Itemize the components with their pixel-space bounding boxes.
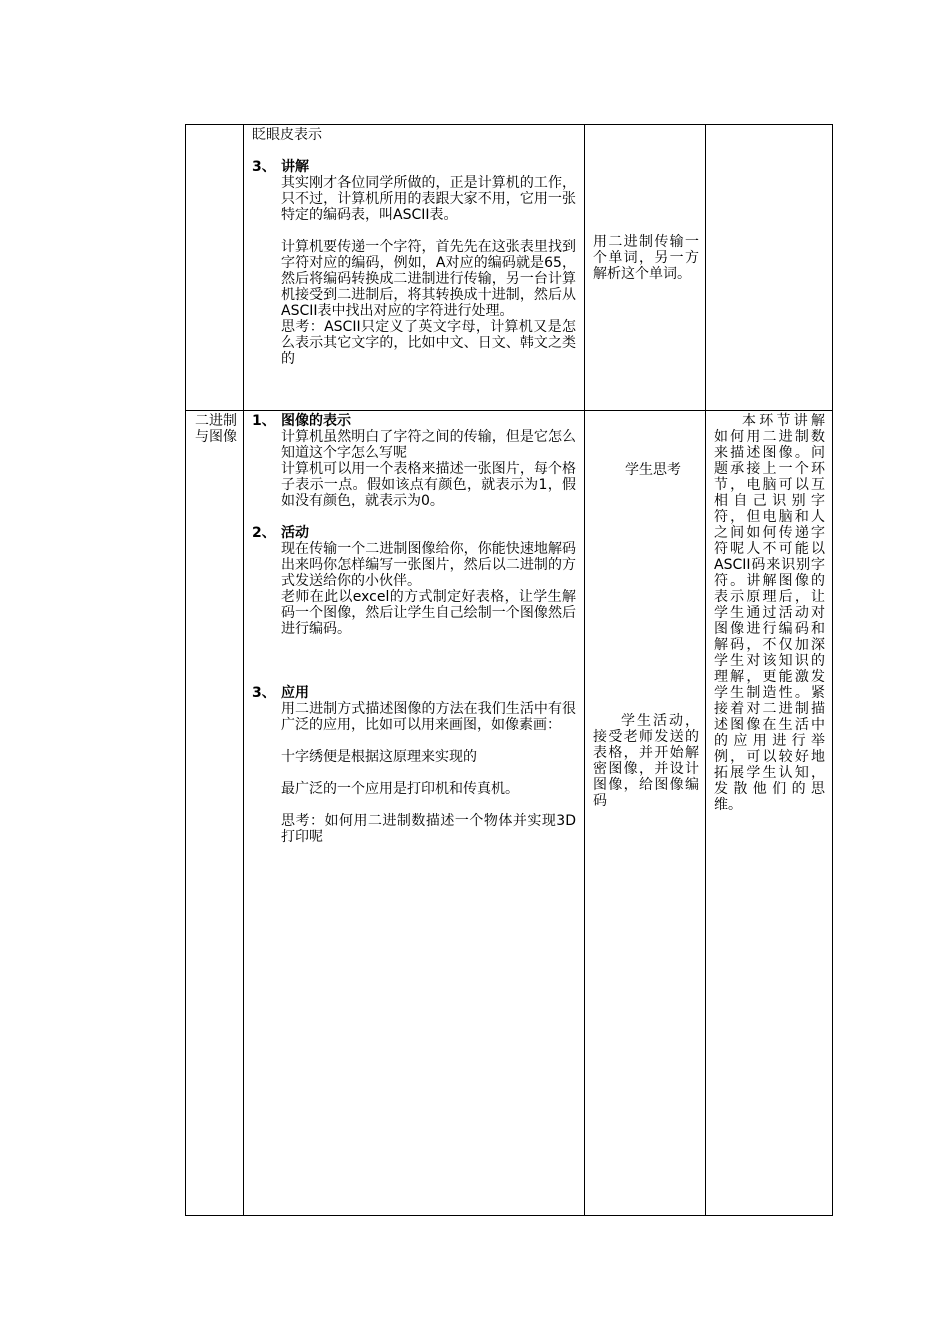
row2-design-intent: 本环节讲解如何用二进制数来描述图像。问题承接上一个环节，电脑可以互相自己识别字符，但电脑和人之间如何传递字符呢人不可能以ASCII码来识别字符。讲解图像的表示原理后，让学生通过活动对图像进行编码和解码，不仅加深学生对该知识的理解，更能激发学生制造性。紧接着对二进制描述图像在生活中的应用进行举例，可以较好地拓展学生认知，发散他们的思维。 — [714, 413, 825, 813]
row2-content-cell — [252, 413, 576, 845]
section-number: 3、 — [252, 159, 276, 175]
row2-topic-cell: 二进制与图像 — [195, 413, 237, 445]
table-top-border — [185, 124, 833, 125]
row2-student-thinking: 学生思考 — [625, 462, 681, 478]
row1-student-activity: 用二进制传输一个单词，另一方解析这个单词。 — [593, 234, 699, 282]
section-title: 图像的表示 — [281, 413, 351, 429]
paragraph: 老师在此以excel的方式制定好表格，让学生解码一个图像，然后让学生自己绘制一个图像然后进行编码。 — [281, 589, 576, 637]
section-number: 1、 — [252, 413, 276, 429]
thinking-question: 思考：如何用二进制数描述一个物体并实现3D打印呢 — [281, 813, 576, 845]
row1-content-cell — [252, 127, 576, 367]
paragraph: 最广泛的一个应用是打印机和传真机。 — [281, 781, 519, 797]
section-heading — [252, 159, 576, 175]
paragraph: 用二进制方式描述图像的方法在我们生活中有很广泛的应用，比如可以用来画图，如像素画： — [281, 701, 576, 733]
section-heading — [252, 685, 576, 701]
column-divider-1 — [243, 124, 244, 1216]
paragraph: 计算机要传递一个字符，首先先在这张表里找到字符对应的编码，例如，A对应的编码就是65，然后将编码转换成二进制进行传输，另一台计算机接受到二进制后，将其转换成十进制，然后从ASCII表中找出对应的字符进行处理。 — [281, 239, 576, 319]
table-bottom-border — [185, 1215, 833, 1216]
paragraph: 计算机虽然明白了字符之间的传输，但是它怎么知道这个字怎么写呢 — [281, 429, 576, 461]
section-title: 讲解 — [281, 159, 309, 175]
lesson-plan-table — [185, 124, 833, 1216]
paragraph: 计算机可以用一个表格来描述一张图片，每个格子表示一点。假如该点有颜色，就表示为1，假如没有颜色，就表示为0。 — [281, 461, 576, 509]
section-number: 2、 — [252, 525, 276, 541]
table-left-border — [185, 124, 186, 1216]
row-divider — [185, 410, 833, 411]
section-number: 3、 — [252, 685, 276, 701]
column-divider-3 — [705, 124, 706, 1216]
paragraph: 现在传输一个二进制图像给你，你能快速地解码出来吗你怎样编写一张图片，然后以二进制的方式发送给你的小伙伴。 — [281, 541, 576, 589]
continued-text: 眨眼皮表示 — [252, 127, 322, 143]
section-title: 应用 — [281, 685, 309, 701]
column-divider-2 — [584, 124, 585, 1216]
paragraph: 十字绣便是根据这原理来实现的 — [281, 749, 477, 765]
row2-student-activity: 学生活动，接受老师发送的表格，并开始解密图像，并设计图像，给图像编码 — [593, 713, 699, 809]
section-heading — [252, 525, 576, 541]
table-right-border — [832, 124, 833, 1216]
section-title: 活动 — [281, 525, 309, 541]
paragraph: 其实刚才各位同学所做的，正是计算机的工作，只不过，计算机所用的表跟大家不用，它用一张特定的编码表，叫ASCII表。 — [281, 175, 576, 223]
thinking-question: 思考：ASCII只定义了英文字母，计算机又是怎么表示其它文字的，比如中文、日文、韩文之类的 — [281, 319, 576, 367]
section-heading — [252, 413, 576, 429]
